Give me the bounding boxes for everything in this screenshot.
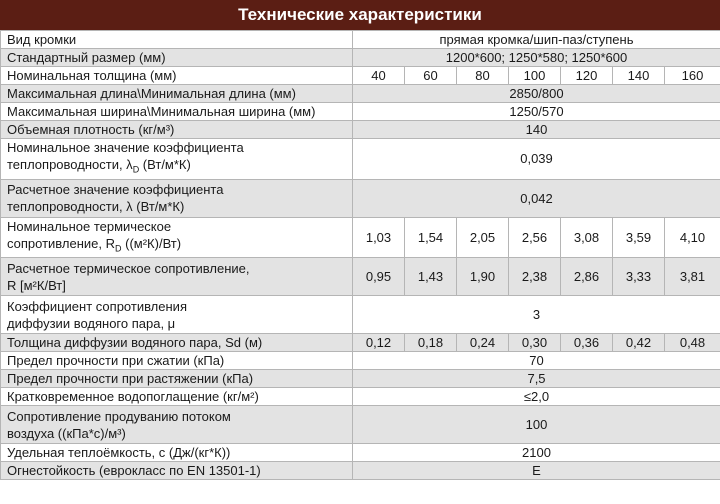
row-label: Максимальная длина\Минимальная длина (мм) xyxy=(1,85,353,103)
table-row xyxy=(1,31,720,49)
row-label: Кратковременное водопоглащение (кг/м²) xyxy=(1,388,353,406)
row-value: 2850/800 xyxy=(353,85,720,103)
cell-value: 2,86 xyxy=(561,258,613,296)
cell-value: 2,56 xyxy=(509,217,561,258)
table-row xyxy=(1,139,720,180)
table-row xyxy=(1,462,720,480)
cell-value: 1,54 xyxy=(405,217,457,258)
label-text: сопротивление, R xyxy=(7,235,116,251)
row-label-line xyxy=(7,156,346,179)
row-label: Номинальная толщина (мм) xyxy=(1,67,353,85)
cell-value: 140 xyxy=(613,67,665,85)
row-label: Объемная плотность (кг/м³) xyxy=(1,121,353,139)
cell-value: 0,36 xyxy=(561,334,613,352)
row-label xyxy=(1,217,353,258)
label-text: теплопроводности, λ xyxy=(7,157,133,172)
cell-value: 0,30 xyxy=(509,334,561,352)
row-value: 100 xyxy=(353,406,720,444)
row-value: ≤2,0 xyxy=(353,388,720,406)
label-text: ((м²К)/Вт) xyxy=(121,235,182,251)
spec-table xyxy=(0,30,720,480)
row-value: E xyxy=(353,462,720,480)
cell-value: 60 xyxy=(405,67,457,85)
cell-value: 100 xyxy=(509,67,561,85)
row-label-line: Коэффициент сопротивления xyxy=(7,298,187,314)
row-label-line: Номинальное термическое xyxy=(7,218,172,234)
cell-value: 0,24 xyxy=(457,334,509,352)
table-row xyxy=(1,103,720,121)
cell-value: 0,12 xyxy=(353,334,405,352)
label-subscript: D xyxy=(132,164,140,175)
row-label: Вид кромки xyxy=(1,31,353,49)
table-row xyxy=(1,388,720,406)
row-label-line: Сопротивление продуванию потоком xyxy=(7,408,231,424)
cell-value: 2,38 xyxy=(509,258,561,296)
table-row xyxy=(1,121,720,139)
row-label: Предел прочности при растяжении (кПа) xyxy=(1,370,353,388)
row-label xyxy=(1,296,353,334)
row-label-line: Расчетное термическое сопротивление, xyxy=(7,260,250,276)
cell-value: 1,43 xyxy=(405,258,457,296)
row-label: Удельная теплоёмкость, с (Дж/(кг*К)) xyxy=(1,444,353,462)
label-subscript: D xyxy=(115,243,122,254)
row-value: 70 xyxy=(353,352,720,370)
table-row xyxy=(1,179,720,217)
cell-value: 1,03 xyxy=(353,217,405,258)
table-row xyxy=(1,352,720,370)
cell-value: 0,95 xyxy=(353,258,405,296)
row-value: прямая кромка/шип-паз/ступень xyxy=(353,31,720,49)
row-value: 0,039 xyxy=(353,139,720,180)
row-label xyxy=(1,179,353,217)
cell-value: 0,48 xyxy=(665,334,720,352)
row-value: 7,5 xyxy=(353,370,720,388)
cell-value: 0,42 xyxy=(613,334,665,352)
table-row xyxy=(1,406,720,444)
table-row xyxy=(1,67,720,85)
row-label-line: Расчетное значение коэффициента xyxy=(7,182,224,198)
label-text: (Вт/м*К) xyxy=(139,157,191,172)
cell-value: 3,81 xyxy=(665,258,720,296)
cell-value: 4,10 xyxy=(665,217,720,258)
row-label-line: Номинальное значение коэффициента xyxy=(7,140,244,155)
table-row xyxy=(1,258,720,296)
table-row xyxy=(1,296,720,334)
row-value: 3 xyxy=(353,296,720,334)
cell-value: 120 xyxy=(561,67,613,85)
cell-value: 80 xyxy=(457,67,509,85)
row-label-line: диффузии водяного пара, μ xyxy=(7,315,176,331)
table-row xyxy=(1,444,720,462)
table-row xyxy=(1,334,720,352)
cell-value: 160 xyxy=(665,67,720,85)
cell-value: 0,18 xyxy=(405,334,457,352)
cell-value: 3,08 xyxy=(561,217,613,258)
row-value: 1200*600; 1250*580; 1250*600 xyxy=(353,49,720,67)
row-label: Предел прочности при сжатии (кПа) xyxy=(1,352,353,370)
row-label: Толщина диффузии водяного пара, Sd (м) xyxy=(1,334,353,352)
cell-value: 1,90 xyxy=(457,258,509,296)
row-label-line: теплопроводности, λ (Вт/м*К) xyxy=(7,199,185,215)
cell-value: 3,33 xyxy=(613,258,665,296)
cell-value: 40 xyxy=(353,67,405,85)
page-title: Технические характеристики xyxy=(0,0,720,30)
cell-value: 2,05 xyxy=(457,217,509,258)
row-value: 0,042 xyxy=(353,179,720,217)
row-value: 2100 xyxy=(353,444,720,462)
row-label: Максимальная ширина\Минимальная ширина (мм) xyxy=(1,103,353,121)
row-label: Стандартный размер (мм) xyxy=(1,49,353,67)
cell-value: 3,59 xyxy=(613,217,665,258)
row-label-line: R [м²К/Вт] xyxy=(7,277,66,293)
table-row xyxy=(1,370,720,388)
row-label xyxy=(1,406,353,444)
table-row xyxy=(1,49,720,67)
row-value: 1250/570 xyxy=(353,103,720,121)
table-row xyxy=(1,217,720,258)
row-label-line: воздуха ((кПа*с)/м³) xyxy=(7,425,126,441)
row-value: 140 xyxy=(353,121,720,139)
row-label xyxy=(1,139,353,180)
table-row xyxy=(1,85,720,103)
row-label: Огнестойкость (еврокласс по EN 13501-1) xyxy=(1,462,353,480)
row-label-line xyxy=(7,235,346,258)
row-label xyxy=(1,258,353,296)
